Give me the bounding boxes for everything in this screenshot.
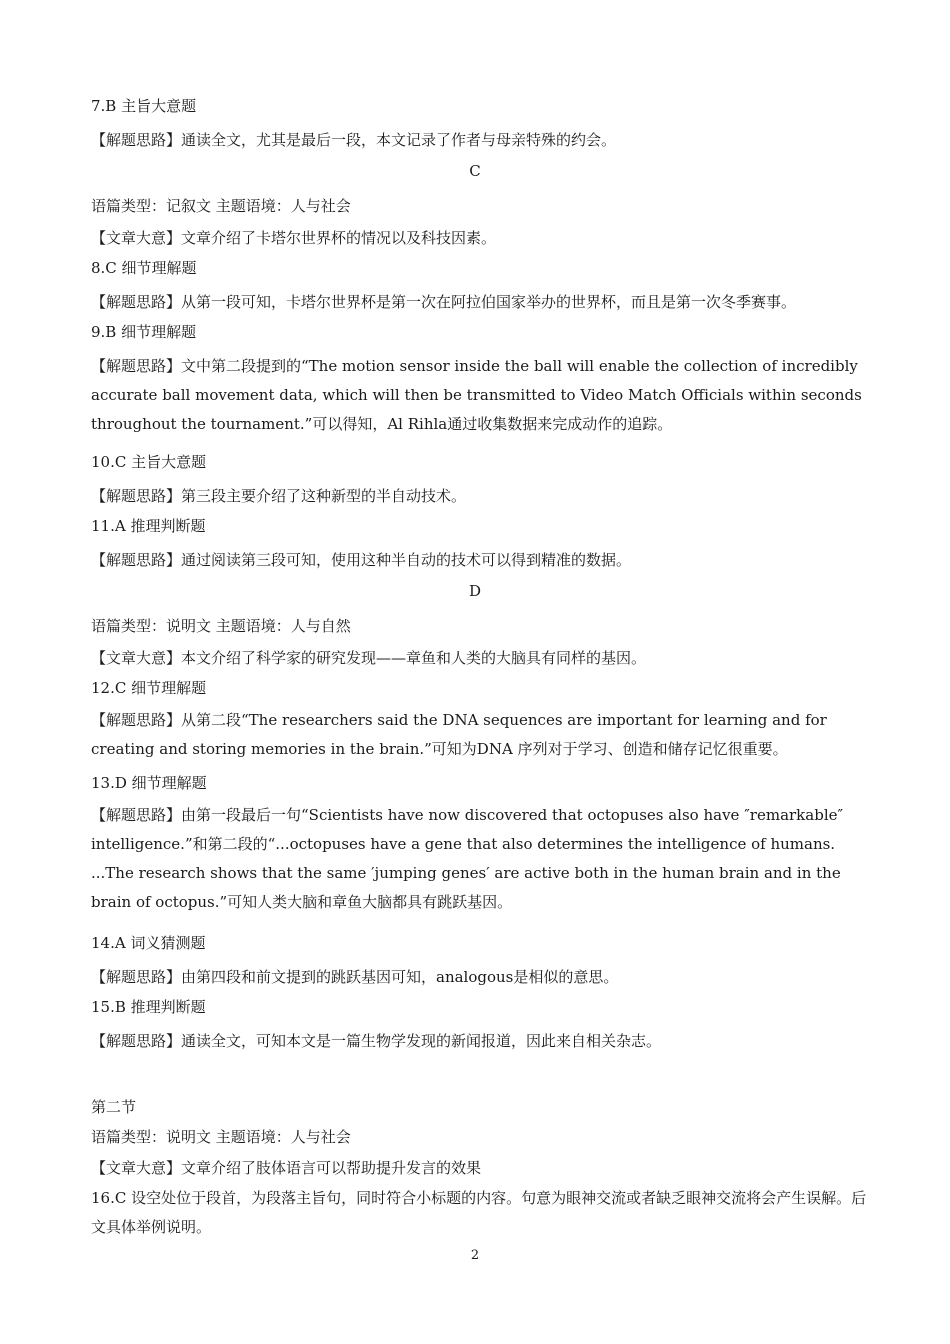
answer-15-explanation: 【解题思路】通读全文，可知本文是一篇生物学发现的新闻报道，因此来自相关杂志。 xyxy=(91,1032,662,1050)
passage-d-type: 语篇类型：说明文 主题语境：人与自然 xyxy=(91,617,351,635)
answer-13-heading: 13.D 细节理解题 xyxy=(91,774,207,792)
section-d-heading: D xyxy=(468,582,482,600)
answer-15-heading: 15.B 推理判断题 xyxy=(91,998,206,1016)
answer-12-explanation: 【解题思路】从第二段“The researchers said the DNA sequences are important for learning and for creating and storing memories in the brain.”可知为DNA 序列对于学习、创造和储存记忆很重要。 xyxy=(91,711,827,758)
answer-7-explanation: 【解题思路】通读全文，尤其是最后一段，本文记录了作者与母亲特殊的约会。 xyxy=(91,131,617,149)
passage-d-summary: 【文章大意】本文介绍了科学家的研究发现——章鱼和人类的大脑具有同样的基因。 xyxy=(91,649,647,667)
answer-9-heading: 9.B 细节理解题 xyxy=(91,323,197,341)
section-2-passage-type: 语篇类型：说明文 主题语境：人与社会 xyxy=(91,1128,351,1146)
answer-8-explanation: 【解题思路】从第一段可知，卡塔尔世界杯是第一次在阿拉伯国家举办的世界杯，而且是第一次冬季赛事。 xyxy=(91,293,797,311)
answer-14-heading: 14.A 词义猜测题 xyxy=(91,934,206,952)
answer-11-explanation: 【解题思路】通过阅读第三段可知，使用这种半自动的技术可以得到精准的数据。 xyxy=(91,551,632,569)
answer-7-heading: 7.B 主旨大意题 xyxy=(91,97,197,115)
answer-12-heading: 12.C 细节理解题 xyxy=(91,679,207,697)
answer-11-heading: 11.A 推理判断题 xyxy=(91,517,206,535)
answer-9-explanation: 【解题思路】文中第二段提到的“The motion sensor inside the ball will enable the collection of incredibly accurate ball movement data, which will then be transmitted to Video Match Officials within seconds throughout the tournament.”可以得知，Al Rihla通过收集数据来完成动作的追踪。 xyxy=(91,357,862,433)
passage-c-type: 语篇类型：记叙文 主题语境：人与社会 xyxy=(91,197,351,215)
section-2-summary: 【文章大意】文章介绍了肢体语言可以帮助提升发言的效果 xyxy=(91,1159,482,1177)
answer-8-heading: 8.C 细节理解题 xyxy=(91,259,197,277)
answer-14-explanation: 【解题思路】由第四段和前文提到的跳跃基因可知，analogous是相似的意思。 xyxy=(91,968,619,986)
answer-13-explanation: 【解题思路】由第一段最后一句“Scientists have now discovered that octopuses also have ″remarkable″ intelligence.”和第二段的“...octopuses have a gene that also determines the intelligence of humans. ...The research shows that the same ′jumping genes′ are active both in the human brain and in the brain of octopus.”可知人类大脑和章鱼大脑都具有跳跃基因。 xyxy=(91,806,844,911)
page-number: 2 xyxy=(470,1248,480,1263)
section-c-heading: C xyxy=(469,162,481,180)
passage-c-summary: 【文章大意】文章介绍了卡塔尔世界杯的情况以及科技因素。 xyxy=(91,229,497,247)
answer-16-explanation: 16.C 设空处位于段首，为段落主旨句，同时符合小标题的内容。句意为眼神交流或者缺乏眼神交流将会产生误解。后文具体举例说明。 xyxy=(91,1189,867,1236)
section-2-heading: 第二节 xyxy=(91,1098,137,1116)
answer-10-explanation: 【解题思路】第三段主要介绍了这种新型的半自动技术。 xyxy=(91,487,467,505)
answer-10-heading: 10.C 主旨大意题 xyxy=(91,453,207,471)
